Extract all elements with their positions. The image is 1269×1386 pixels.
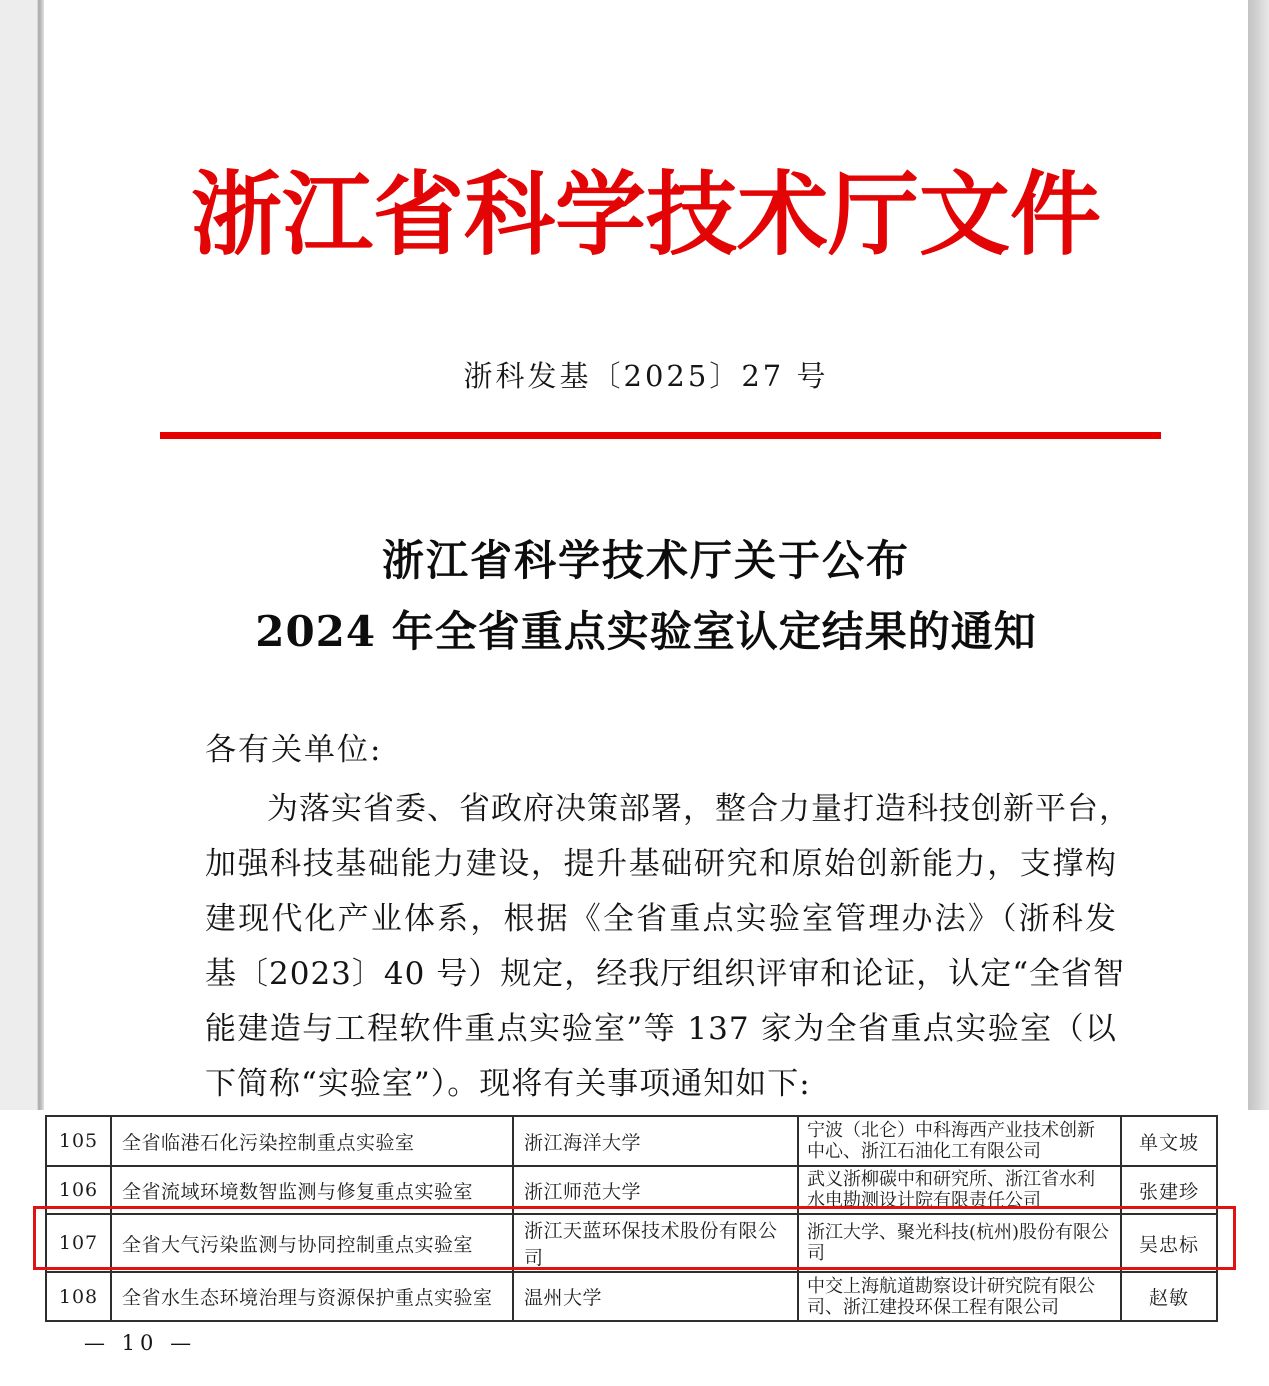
paragraph-line: 建现代化产业体系，根据《全省重点实验室管理办法》（浙科发 bbox=[205, 901, 1117, 937]
notice-heading-line-1: 浙江省科学技术厅关于公布 bbox=[381, 536, 910, 585]
lab-name-cell: 全省水生态环境治理与资源保护重点实验室 bbox=[111, 1272, 513, 1321]
partners-cell: 浙江大学、聚光科技(杭州)股份有限公司 bbox=[798, 1214, 1121, 1272]
institution-cell: 浙江海洋大学 bbox=[513, 1116, 798, 1166]
laboratory-results-table bbox=[45, 1115, 1218, 1322]
viewer-left-margin bbox=[0, 0, 44, 1110]
paragraph-line: 能建造与工程软件重点实验室”等 137 家为全省重点实验室（以 bbox=[205, 1011, 1117, 1047]
director-cell: 赵敏 bbox=[1121, 1272, 1217, 1321]
row-number-cell: 105 bbox=[46, 1116, 111, 1166]
director-cell: 张建珍 bbox=[1121, 1166, 1217, 1214]
paragraph-line: 下简称“实验室”）。现将有关事项通知如下: bbox=[205, 1066, 811, 1102]
paragraph-line: 加强科技基础能力建设，提升基础研究和原始创新能力，支撑构 bbox=[205, 846, 1117, 882]
lab-name-cell: 全省流域环境数智监测与修复重点实验室 bbox=[111, 1166, 513, 1214]
viewer-right-margin bbox=[1248, 0, 1269, 1110]
lab-name-cell: 全省临港石化污染控制重点实验室 bbox=[111, 1116, 513, 1166]
director-cell: 吴忠标 bbox=[1121, 1214, 1217, 1272]
table-row bbox=[46, 1272, 1217, 1321]
institution-cell: 温州大学 bbox=[513, 1272, 798, 1321]
red-divider-rule bbox=[160, 432, 1161, 439]
row-number-cell: 106 bbox=[46, 1166, 111, 1214]
salutation: 各有关单位: bbox=[205, 732, 383, 768]
document-title: 浙江省科学技术厅文件 bbox=[190, 162, 1101, 268]
paragraph-line: 基〔2023〕40 号）规定，经我厅组织评审和论证，认定“全省智 bbox=[205, 956, 1126, 992]
partners-cell: 宁波（北仑）中科海西产业技术创新中心、浙江石油化工有限公司 bbox=[798, 1116, 1121, 1166]
partners-cell: 武义浙柳碳中和研究所、浙江省水利水电勘测设计院有限责任公司 bbox=[798, 1166, 1121, 1214]
notice-heading-line-2: 2024 年全省重点实验室认定结果的通知 bbox=[255, 607, 1037, 656]
institution-cell: 浙江师范大学 bbox=[513, 1166, 798, 1214]
table-row bbox=[46, 1116, 1217, 1166]
table-row bbox=[46, 1166, 1217, 1214]
row-number-cell: 108 bbox=[46, 1272, 111, 1321]
lab-name-cell: 全省大气污染监测与协同控制重点实验室 bbox=[111, 1214, 513, 1272]
paragraph-line: 为落实省委、省政府决策部署，整合力量打造科技创新平台， bbox=[267, 791, 1131, 827]
body-paragraph bbox=[205, 782, 1131, 1112]
row-number-cell: 107 bbox=[46, 1214, 111, 1272]
document-number: 浙科发基〔2025〕27 号 bbox=[463, 359, 829, 393]
institution-cell: 浙江天蓝环保技术股份有限公司 bbox=[513, 1214, 798, 1272]
table-row-highlighted bbox=[46, 1214, 1217, 1272]
partners-cell: 中交上海航道勘察设计研究院有限公司、浙江建投环保工程有限公司 bbox=[798, 1272, 1121, 1321]
director-cell: 单文坡 bbox=[1121, 1116, 1217, 1166]
page-number: — 10 — bbox=[84, 1331, 197, 1355]
